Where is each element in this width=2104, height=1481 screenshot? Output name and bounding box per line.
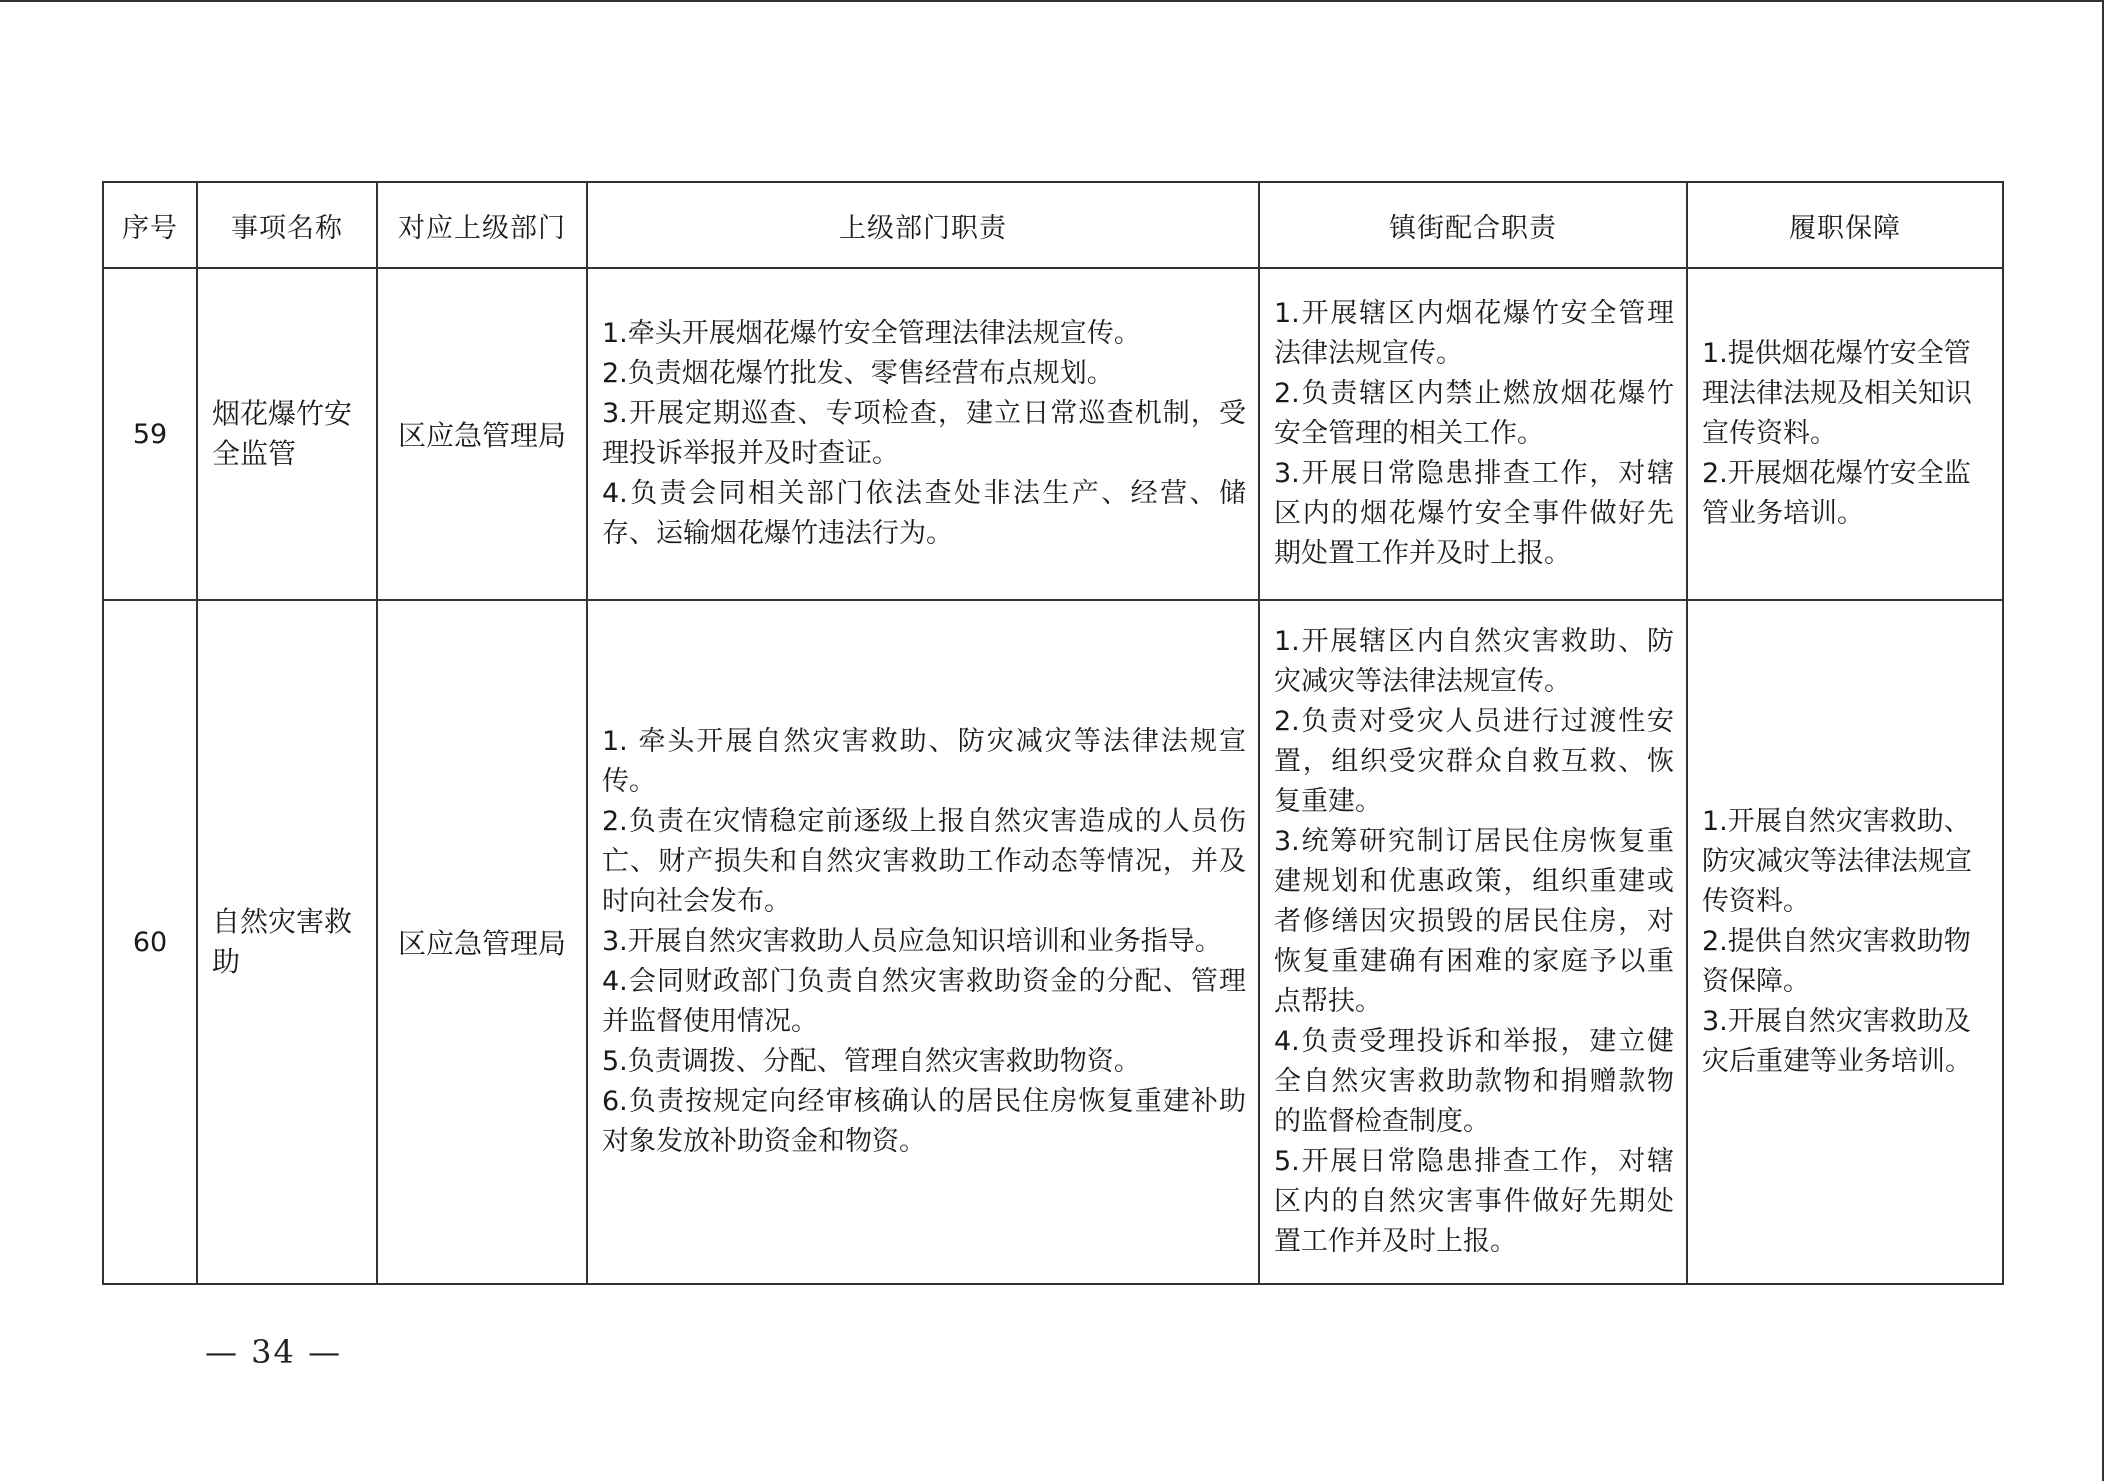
row-seq: 60 bbox=[103, 600, 197, 1284]
duty-item: 4.负责会同相关部门依法查处非法生产、经营、储存、运输烟花爆竹违法行为。 bbox=[602, 478, 1246, 549]
town-duty-item: 3.开展日常隐患排查工作，对辖区内的烟花爆竹安全事件做好先期处置工作并及时上报。 bbox=[1274, 458, 1674, 569]
support-item: 3.开展自然灾害救助及灾后重建等业务培训。 bbox=[1702, 1006, 1972, 1077]
support-item: 2.提供自然灾害救助物资保障。 bbox=[1702, 926, 1971, 997]
row-item-name-text: 自然灾害救助 bbox=[212, 905, 353, 978]
town-duty-item: 4.负责受理投诉和举报，建立健全自然灾害救助款物和捐赠款物的监督检查制度。 bbox=[1274, 1026, 1674, 1137]
town-duty-item: 3.统筹研究制订居民住房恢复重建规划和优惠政策，组织重建或者修缮因灾损毁的居民住房，对恢复重建确有困难的家庭予以重点帮扶。 bbox=[1274, 826, 1674, 1017]
duty-item: 2.负责烟花爆竹批发、零售经营布点规划。 bbox=[602, 358, 1114, 389]
town-duty-item: 5.开展日常隐患排查工作，对辖区内的自然灾害事件做好先期处置工作并及时上报。 bbox=[1274, 1146, 1674, 1257]
duty-item: 3.开展自然灾害救助人员应急知识培训和业务指导。 bbox=[602, 926, 1222, 957]
town-duty-item: 1.开展辖区内烟花爆竹安全管理法律法规宣传。 bbox=[1274, 298, 1674, 369]
duty-item: 2.负责在灾情稳定前逐级上报自然灾害造成的人员伤亡、财产损失和自然灾害救助工作动态等情况，并及时向社会发布。 bbox=[602, 806, 1246, 917]
header-item-name: 事项名称 bbox=[197, 182, 377, 268]
town-duty-item: 2.负责辖区内禁止燃放烟花爆竹安全管理的相关工作。 bbox=[1274, 378, 1674, 449]
row-item-name bbox=[197, 268, 377, 600]
duty-item: 4.会同财政部门负责自然灾害救助资金的分配、管理并监督使用情况。 bbox=[602, 966, 1246, 1037]
duty-item: 1.牵头开展烟花爆竹安全管理法律法规宣传。 bbox=[602, 318, 1141, 349]
row-superior-duties bbox=[587, 268, 1259, 600]
row-seq: 59 bbox=[103, 268, 197, 600]
duty-item: 5.负责调拨、分配、管理自然灾害救助物资。 bbox=[602, 1046, 1141, 1077]
row-support bbox=[1687, 268, 2003, 600]
town-duty-item: 2.负责对受灾人员进行过渡性安置，组织受灾群众自救互救、恢复重建。 bbox=[1274, 706, 1674, 817]
row-item-name bbox=[197, 600, 377, 1284]
support-item: 2.开展烟花爆竹安全监管业务培训。 bbox=[1702, 458, 1971, 529]
header-superior-dept: 对应上级部门 bbox=[377, 182, 587, 268]
duty-item: 3.开展定期巡查、专项检查，建立日常巡查机制，受理投诉举报并及时查证。 bbox=[602, 398, 1246, 469]
row-superior-dept: 区应急管理局 bbox=[377, 600, 587, 1284]
duty-item: 6.负责按规定向经审核确认的居民住房恢复重建补助对象发放补助资金和物资。 bbox=[602, 1086, 1246, 1157]
page-number: — 34 — bbox=[205, 1333, 343, 1371]
table-header-row bbox=[103, 182, 2003, 268]
duty-table bbox=[102, 181, 2004, 1285]
town-duty-item: 1.开展辖区内自然灾害救助、防灾减灾等法律法规宣传。 bbox=[1274, 626, 1674, 697]
header-superior-duties: 上级部门职责 bbox=[587, 182, 1259, 268]
header-support: 履职保障 bbox=[1687, 182, 2003, 268]
header-town-duties: 镇街配合职责 bbox=[1259, 182, 1687, 268]
row-item-name-text: 烟花爆竹安全监管 bbox=[212, 397, 353, 470]
duty-item: 1. 牵头开展自然灾害救助、防灾减灾等法律法规宣传。 bbox=[602, 726, 1246, 797]
row-town-duties bbox=[1259, 600, 1687, 1284]
header-seq: 序号 bbox=[103, 182, 197, 268]
table-row bbox=[103, 268, 2003, 600]
row-superior-duties bbox=[587, 600, 1259, 1284]
row-support bbox=[1687, 600, 2003, 1284]
row-town-duties bbox=[1259, 268, 1687, 600]
table-row bbox=[103, 600, 2003, 1284]
support-item: 1.提供烟花爆竹安全管理法律法规及相关知识宣传资料。 bbox=[1702, 338, 1972, 449]
support-item: 1.开展自然灾害救助、防灾减灾等法律法规宣传资料。 bbox=[1702, 806, 1972, 917]
row-superior-dept: 区应急管理局 bbox=[377, 268, 587, 600]
